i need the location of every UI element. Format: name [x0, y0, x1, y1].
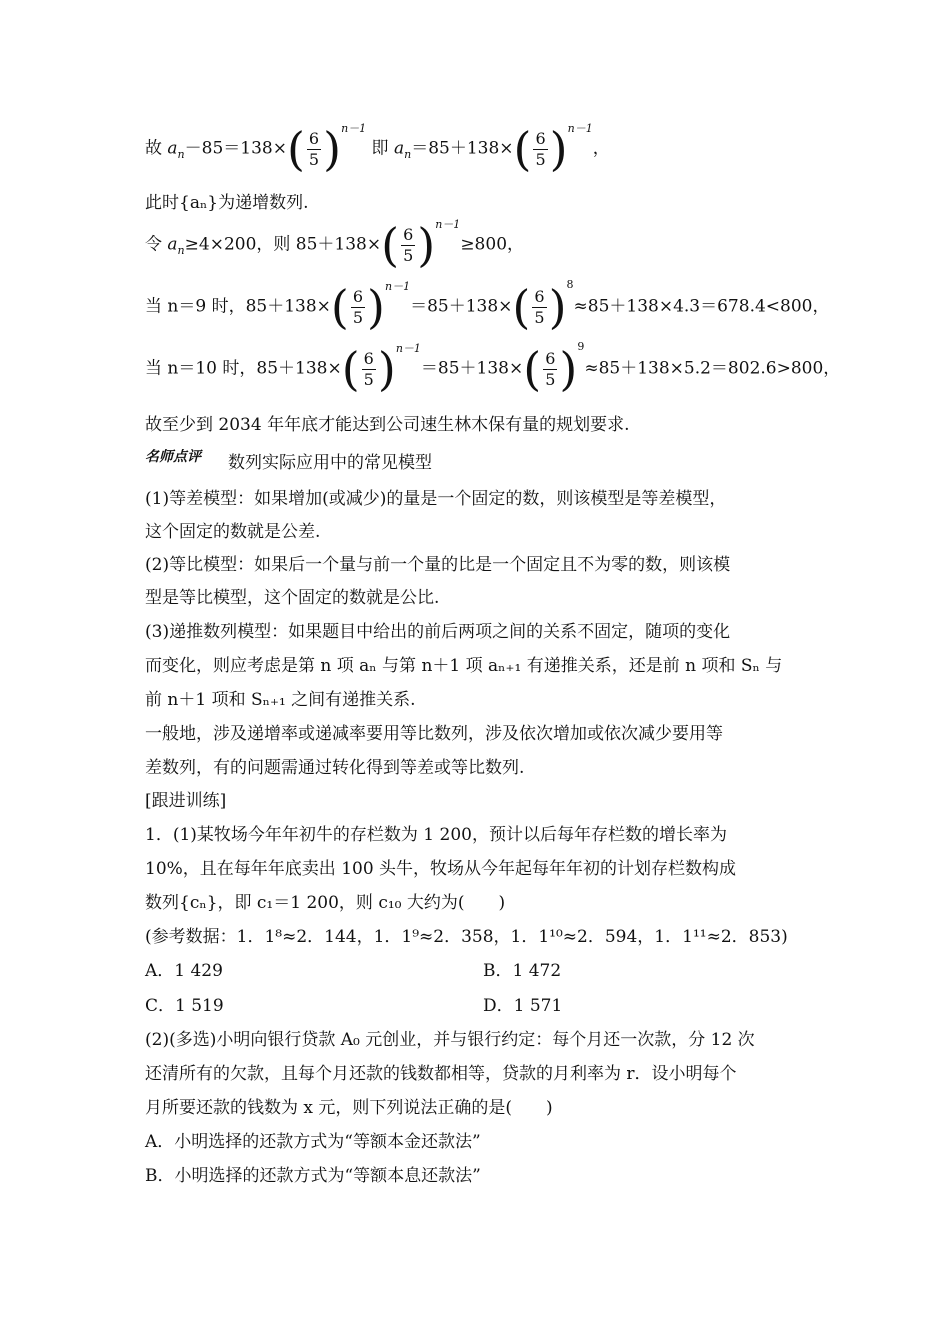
sub-n: n — [177, 147, 185, 161]
q1-option-b[interactable]: B．1 472 — [483, 961, 562, 981]
q2-line-c: 月所要还款的钱数为 x 元，则下列说法正确的是( ) — [145, 1098, 553, 1118]
var-a: a — [167, 138, 178, 159]
text: 即 — [366, 138, 394, 159]
derivation-line-1: 故 $a_n-85=138\times$( $\frac{6}{5}$ )n－1 即 $a_n=85+138\times$( $\frac{6}{5}$ )n－1， — [145, 122, 610, 176]
q2-option-a[interactable]: A．小明选择的还款方式为“等额本金还款法” — [145, 1132, 481, 1152]
q1-line-a: 1．(1)某牧场今年年初牛的存栏数为 1 200，预计以后每年存栏数的增长率为 — [145, 825, 727, 845]
comment-p2a: (2)等比模型：如果后一个量与前一个量的比是一个固定且不为零的数，则该模 — [145, 555, 731, 575]
comment-p1b: 这个固定的数就是公差. — [145, 522, 321, 542]
q1-option-d[interactable]: D．1 571 — [483, 996, 563, 1016]
q2-option-b[interactable]: B．小明选择的还款方式为“等额本息还款法” — [145, 1166, 481, 1186]
fraction: $\frac{6}{5}$ — [308, 128, 320, 169]
comment-p4b: 差数列，有的问题需通过转化得到等差或等比数列. — [145, 758, 525, 778]
comment-title: 数列实际应用中的常见模型 — [228, 453, 432, 473]
derivation-line-3: 令 $a_n\ge 4\times 200$，则 85＋138×( $\frac{6}{5}$ )n－1≥800， — [145, 218, 525, 272]
text: ＝85＋138× — [411, 138, 514, 159]
derivation-line-2: 此时{aₙ}为递增数列. — [145, 193, 309, 213]
derivation-line-4: 当 n＝9 时，85＋138×( $\frac{6}{5}$ )n－1＝85＋138×( $\frac{6}{5}$ )8≈85＋138×4.3＝678.4<800， — [145, 278, 830, 334]
comment-p3c: 前 n＋1 项和 Sₙ₊₁ 之间有递推关系. — [145, 690, 416, 710]
q1-line-c: 数列{cₙ}，即 c₁＝1 200，则 c₁₀ 大约为( ) — [145, 893, 506, 913]
q1-option-c[interactable]: C．1 519 — [145, 996, 224, 1016]
teacher-comment-badge: 名师点评 — [145, 449, 201, 465]
exponent: n－1 — [341, 122, 367, 135]
exercise-heading: [跟进训练] — [145, 791, 227, 811]
comment-p1a: (1)等差模型：如果增加(或减少)的量是一个固定的数，则该模型是等差模型， — [145, 489, 727, 509]
q1-option-a[interactable]: A．1 429 — [145, 961, 223, 981]
text: 故 — [145, 138, 168, 159]
comment-p3b: 而变化，则应考虑是第 n 项 aₙ 与第 n＋1 项 aₙ₊₁ 有递推关系，还是前 n 项和 Sₙ 与 — [145, 656, 783, 676]
comment-p4a: 一般地，涉及递增率或递减率要用等比数列，涉及依次增加或依次减少要用等 — [145, 724, 723, 744]
text: －85＝138× — [184, 138, 287, 159]
q1-line-b: 10%，且在每年年底卖出 100 头牛，牧场从今年起每年年初的计划存栏数构成 — [145, 859, 737, 879]
derivation-line-5: 当 n＝10 时，85＋138×( $\frac{6}{5}$ )n－1＝85＋138×( $\frac{6}{5}$ )9≈85＋138×5.2＝802.6>800， — [145, 340, 841, 396]
derivation-line-6: 故至少到 2034 年年底才能达到公司速生林木保有量的规划要求. — [145, 415, 630, 435]
comment-p2b: 型是等比模型，这个固定的数就是公比. — [145, 588, 440, 608]
q2-line-a: (2)(多选)小明向银行贷款 A₀ 元创业，并与银行约定：每个月还一次款，分 12 次 — [145, 1030, 755, 1050]
q2-line-b: 还清所有的欠款，且每个月还款的钱数都相等，贷款的月利率为 r．设小明每个 — [145, 1064, 737, 1084]
q1-reference-data: (参考数据：1．1⁸≈2．144，1．1⁹≈2．358，1．1¹⁰≈2．594，1．1¹¹≈2．853) — [145, 927, 788, 947]
comment-p3a: (3)递推数列模型：如果题目中给出的前后两项之间的关系不固定，随项的变化 — [145, 622, 731, 642]
